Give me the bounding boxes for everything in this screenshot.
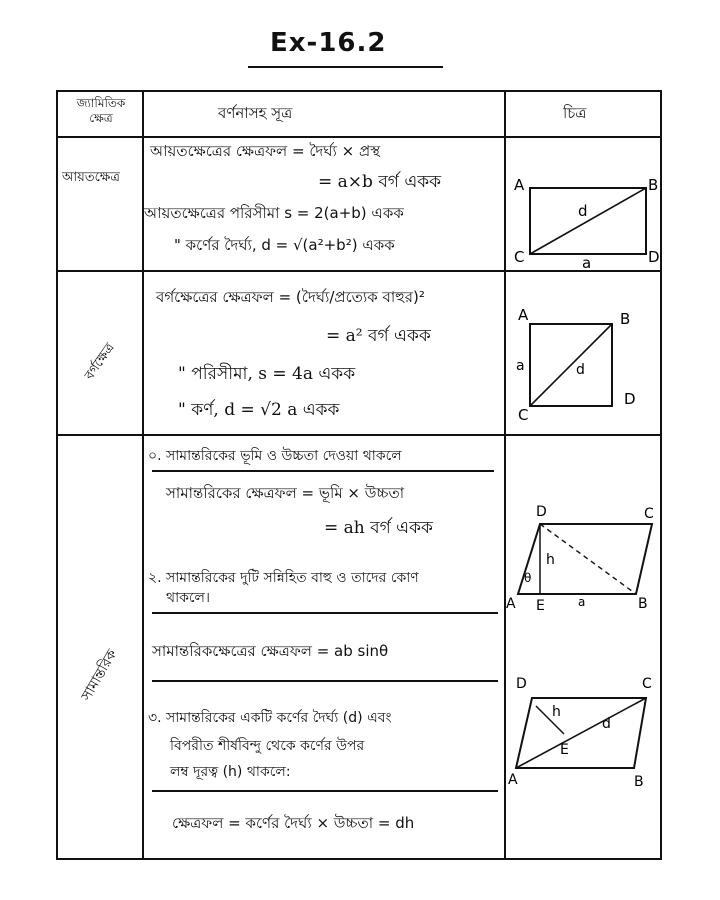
para-case3-heading: ৩. সামান্তরিকের একটি কর্ণের দৈর্ঘ্য (d) এবং [148,710,392,726]
square-vertex-c: C [518,406,529,424]
para2-vertex-b: B [634,774,644,790]
row-label-rectangle: আয়তক্ষেত্র [62,170,120,185]
square-area-text: বর্গক্ষেত্রের ক্ষেত্রফল = (দৈর্ঘ্য/প্রত্যেক বাহুর)² [156,288,425,306]
para1-vertex-a: A [506,596,516,612]
para1-label-h: h [546,552,555,568]
formula-table [56,90,662,860]
para1-shape [518,524,652,594]
para-case1-formula: সামান্তরিকের ক্ষেত্রফল = ভূমি × উচ্চতা [166,484,405,502]
page-title: Ex-16.2 [270,28,387,58]
square-diagonal [530,324,612,406]
row-label-square: বর্গক্ষেত্র [82,340,118,383]
para-case2-formula: সামান্তরিকক্ষেত্রের ক্ষেত্রফল = ab sinθ [152,642,389,660]
rect-vertex-c: C [514,248,525,266]
header-shape: জ্যামিতিক ক্ষেত্র [76,96,126,125]
para-case2-heading-cont: থাকলে। [166,590,210,606]
square-area-value: = a² বর্গ একক [326,326,431,346]
para1-label-theta: θ [524,571,532,585]
para1-vertex-d: D [536,504,547,520]
para2-vertex-c: C [642,676,652,692]
header-formula: বর্ণনাসহ সূত্র [218,104,293,122]
para-case3-separator [152,790,498,792]
para2-label-h: h [552,704,561,720]
para2-diagonal [516,698,646,768]
square-vertex-b: B [620,310,631,328]
para-case2-underline [152,612,498,614]
rect-area-value: = a×b বর্গ একক [318,172,442,192]
square-perimeter: " পরিসীমা, s = 4a একক [178,364,356,384]
rectangle-diagonal [530,188,646,254]
rect-perimeter: আয়তক্ষেত্রের পরিসীমা s = 2(a+b) একক [144,204,404,222]
para2-vertex-a: A [508,772,518,788]
para-case3-line2: বিপরীত শীর্ষবিন্দু থেকে কর্ণের উপর [170,738,365,754]
para-case3-line3: লম্ব দূরত্ব (h) থাকলে: [170,764,291,780]
para1-label-a: a [578,595,586,609]
square-figure [508,304,660,424]
para-case2-heading: ২. সামান্তরিকের দুটি সন্নিহিত বাহু ও তাদের কোণ [148,570,419,586]
header-divider [58,136,660,138]
square-label-d: d [576,362,585,378]
rect-vertex-a: A [514,176,525,194]
row-label-parallelogram: সামান্তরিক [78,646,121,704]
para-case1-value: = ah বর্গ একক [324,518,433,538]
para-case3-formula: ক্ষেত্রফল = কর্ণের দৈর্ঘ্য × উচ্চতা = dh [172,814,415,832]
para2-vertex-e: E [560,742,569,758]
rect-label-a: a [582,254,592,268]
para-case1-underline [152,470,494,472]
para2-label-d: d [602,716,611,732]
rect-vertex-b: B [648,176,659,194]
para1-vertex-e: E [536,598,545,614]
header-figure: চিত্র [563,104,587,122]
parallelogram-figure-2 [506,670,662,800]
para1-vertex-b: B [638,596,648,612]
square-diagonal: " কর্ণ, d = √2 a একক [178,400,340,420]
square-label-a: a [516,358,525,374]
rect-vertex-d: D [648,248,660,266]
title-underline [248,66,443,68]
para-case2-separator [152,680,498,682]
square-vertex-a: A [518,306,529,324]
rect-diagonal: " কর্ণের দৈর্ঘ্য, d = √(a²+b²) একক [174,236,395,254]
rect-label-d: d [578,202,588,220]
parallelogram-figure-1 [506,502,662,614]
rectangle-figure [508,176,660,268]
para2-vertex-d: D [516,676,527,692]
row-divider-1 [58,270,660,272]
row-divider-2 [58,434,660,436]
rect-area-text: আয়তক্ষেত্রের ক্ষেত্রফল = দৈর্ঘ্য × প্রস্থ [150,142,381,160]
square-vertex-d: D [624,390,636,408]
para1-vertex-c: C [644,506,654,522]
para-case1-heading: ০. সামান্তরিকের ভূমি ও উচ্চতা দেওয়া থাকলে [148,448,402,464]
